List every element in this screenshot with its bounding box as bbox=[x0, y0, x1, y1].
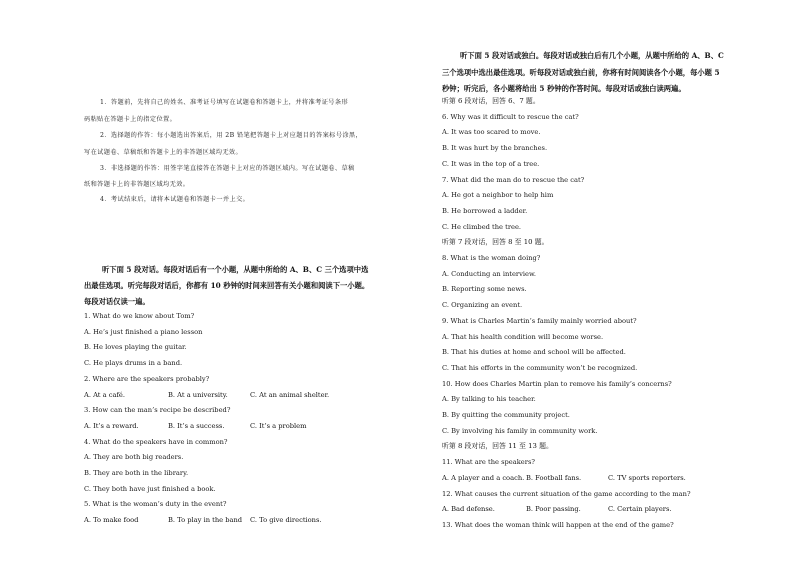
dialog-note: 听第 7 段对话，回答 8 至 10 题。 bbox=[442, 238, 549, 247]
option-a: A. It’s a reward. bbox=[84, 421, 139, 430]
question-line: B. By quitting the community project. bbox=[442, 411, 570, 419]
notice-line: 4．考试结束后，请将本试题卷和答题卡一并上交。 bbox=[100, 196, 250, 203]
question-line: B. Reporting some news. bbox=[442, 285, 527, 294]
question-line: A. By talking to his teacher. bbox=[442, 395, 536, 404]
option-b: B. Football fans. bbox=[526, 473, 582, 482]
option-c: C. To give directions. bbox=[250, 516, 322, 525]
option-b: B. To play in the band bbox=[168, 516, 243, 525]
instruction-line: 出最佳选项。听完每段对话后，你都有 10 秒钟的时间来回答有关小题和阅读下一小题。 bbox=[84, 281, 370, 290]
instruction-line: 三个选项中选出最佳选项。听每段对话或独白前，你将有时间阅读各个小题，每小题 5 bbox=[442, 68, 720, 77]
question-line: 9. What is Charles Martin’s family mainly worried about? bbox=[442, 316, 637, 325]
question-line: 8. What is the woman doing? bbox=[442, 254, 541, 262]
question-line: 13. What does the woman think will happen at the end of the game? bbox=[442, 520, 674, 529]
question-line: A. Conducting an interview. bbox=[442, 269, 537, 278]
option-c: C. TV sports reporters. bbox=[608, 473, 686, 482]
question-line: 11. What are the speakers? bbox=[442, 458, 535, 467]
question-line: 3. How can the man’s recipe be described? bbox=[84, 406, 231, 415]
option-a: A. Bad defense. bbox=[442, 505, 495, 514]
question-line: 1. What do we know about Tom? bbox=[84, 312, 195, 320]
question-line: 2. Where are the speakers probably? bbox=[84, 374, 210, 383]
instruction-line: 听下面 5 段对话或独白。每段对话或独白后有几个小题，从题中所给的 A、B、C bbox=[460, 51, 724, 60]
question-line: B. They are both in the library. bbox=[84, 469, 189, 477]
question-line: A. He’s just finished a piano lesson bbox=[84, 327, 203, 336]
question-line: A. He got a neighbor to help him bbox=[442, 191, 554, 200]
option-a: A. At a café. bbox=[84, 390, 126, 399]
notice-line: 2．选择题的作答：每小题选出答案后，用 2B 铅笔把答题卡上对应题目的答案标号涂黑， bbox=[100, 132, 363, 139]
option-a: A. To make food bbox=[84, 516, 139, 525]
option-a: A. A player and a coach. bbox=[442, 473, 525, 482]
option-c: C. It’s a problem bbox=[250, 421, 307, 430]
instruction-line: 秒钟；听完后，各小题将给出 5 秒钟的作答时间。每段对话或独白读两遍。 bbox=[442, 84, 686, 93]
question-line: B. He loves playing the guitar. bbox=[84, 343, 187, 352]
question-line: 5. What is the woman’s duty in the event? bbox=[84, 500, 227, 509]
question-line: C. By involving his family in community work. bbox=[442, 426, 598, 435]
question-line: C. That his efforts in the community won’t be recognized. bbox=[442, 363, 638, 372]
question-line: C. He plays drums in a band. bbox=[84, 359, 183, 368]
option-b: B. Poor passing. bbox=[526, 505, 581, 514]
notice-line: 1．答题前，先将自己的姓名、准考证号填写在试题卷和答题卡上，并将准考证号条形 bbox=[100, 99, 349, 106]
question-line: C. It was in the top of a tree. bbox=[442, 159, 540, 168]
question-line: 7. What did the man do to rescue the cat? bbox=[442, 175, 585, 184]
question-line: B. He borrowed a ladder. bbox=[442, 206, 528, 215]
question-line: B. It was hurt by the branches. bbox=[442, 144, 548, 153]
option-b: B. It’s a success. bbox=[168, 421, 225, 430]
dialog-note: 听第 8 段对话，回答 11 至 13 题。 bbox=[442, 442, 553, 451]
option-b: B. At a university. bbox=[168, 390, 228, 399]
question-line: C. They both have just finished a book. bbox=[84, 484, 216, 493]
instruction-line: 每段对话仅读一遍。 bbox=[84, 297, 150, 306]
question-line: C. He climbed the tree. bbox=[442, 222, 522, 231]
question-line: 12. What causes the current situation of the game according to the man? bbox=[442, 489, 691, 498]
question-line: 10. How does Charles Martin plan to remove his family’s concerns? bbox=[442, 379, 672, 388]
option-c: C. Certain players. bbox=[608, 505, 672, 514]
question-line: A. They are both big readers. bbox=[84, 453, 184, 462]
question-line: A. That his health condition will become worse. bbox=[442, 332, 604, 341]
question-line: C. Organizing an event. bbox=[442, 301, 523, 310]
question-line: B. That his duties at home and school will be affected. bbox=[442, 348, 626, 357]
notice-line: 纸和答题卡上的非答题区域均无效。 bbox=[84, 181, 190, 188]
instruction-line: 听下面 5 段对话。每段对话后有一个小题，从题中所给的 A、B、C 三个选项中选 bbox=[102, 265, 369, 274]
question-line: A. It was too scared to move. bbox=[442, 128, 541, 137]
question-line: 6. Why was it difficult to rescue the cat? bbox=[442, 112, 579, 121]
notice-line: 码粘贴在答题卡上的指定位置。 bbox=[84, 116, 177, 123]
notice-line: 写在试题卷、草稿纸和答题卡上的非答题区域均无效。 bbox=[84, 149, 243, 156]
dialog-note: 听第 6 段对话，回答 6、7 题。 bbox=[442, 97, 540, 105]
notice-line: 3．非选择题的作答：用签字笔直接答在答题卡上对应的答题区域内。写在试题卷、草稿 bbox=[100, 165, 355, 172]
question-line: 4. What do the speakers have in common? bbox=[84, 437, 228, 446]
option-c: C. At an animal shelter. bbox=[250, 390, 330, 399]
